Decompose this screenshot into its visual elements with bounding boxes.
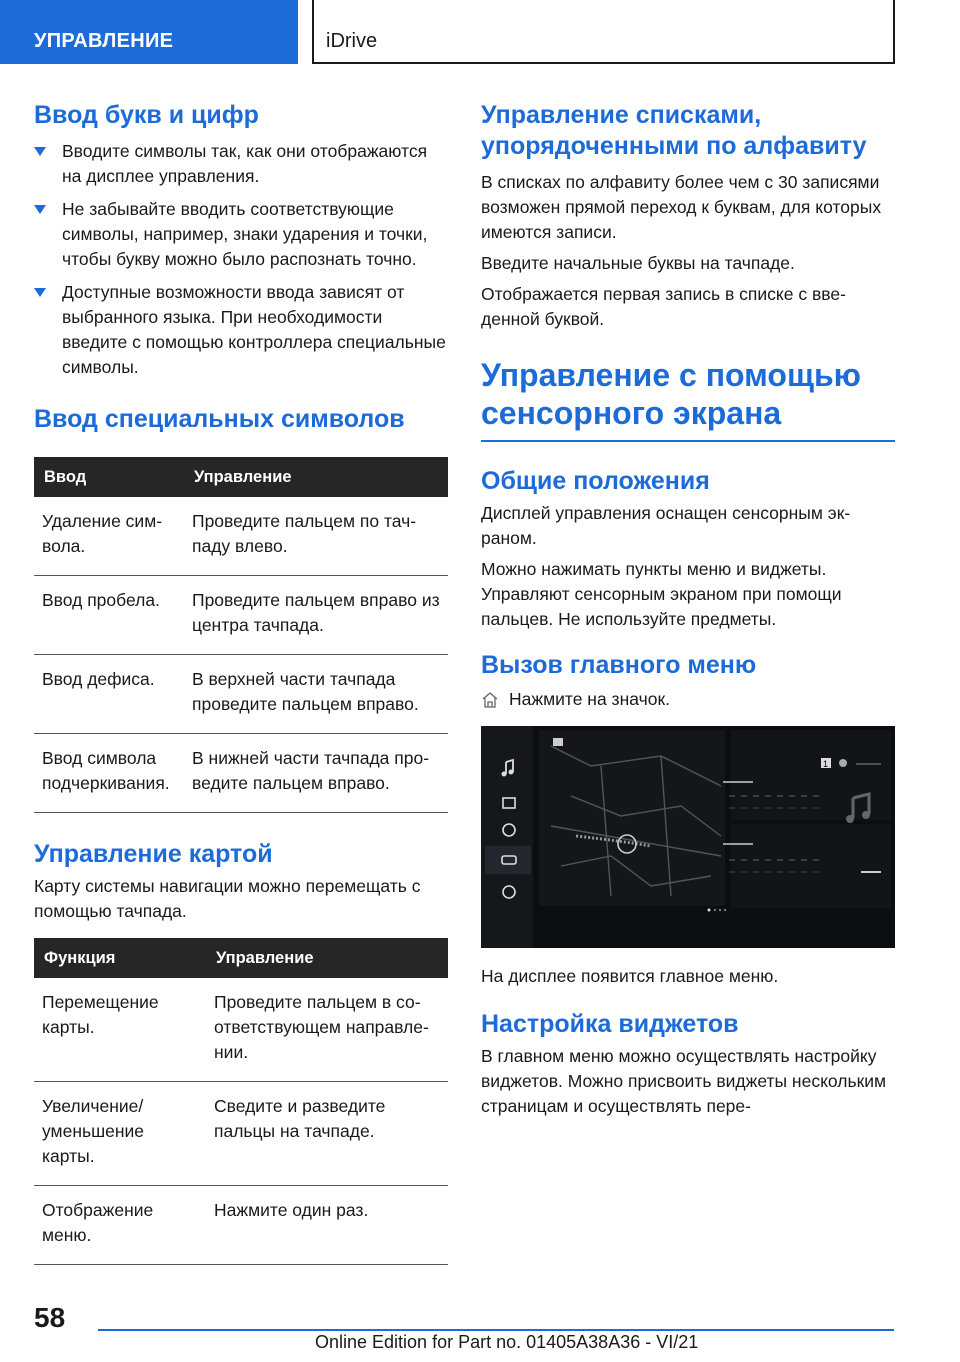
status-badge-number: 1 [823,759,829,769]
footer-divider [98,1329,894,1331]
home-instruction: Нажмите на значок. [481,687,895,712]
triangle-bullet-icon [34,147,46,156]
heading-general: Общие положения [481,467,710,495]
heading-special-chars: Ввод специальных символов [34,405,405,433]
table-header: Функция [34,938,206,978]
right-column [481,100,895,1119]
bullet-item: Доступные возможности ввода зависят от выбранного языка. При необходимости введите с помощью контроллера специальные символы. [34,280,448,380]
heading-main-menu: Вызов главного меню [481,651,757,679]
widgets-paragraph: В главном меню можно осуществлять настройку виджетов. Можно присвоить виджеты нескольким страницам и осуществлять пере- [481,1046,887,1116]
idrive-main-menu-screenshot [481,726,895,948]
table-row: Перемещение карты. Проведите пальцем в соответствующем направлении. [34,978,448,1082]
heading-alphabetic-lists: Управление списками, упорядоченными по алфавиту [481,101,867,160]
chapter-tab [312,0,895,64]
table-header: Управление [206,938,448,978]
table-row: Ввод дефиса. В верхней части тачпада проведите пальцем вправо. [34,655,448,734]
chapter-title: iDrive [326,30,378,52]
heading-map-control: Управление картой [34,840,273,868]
triangle-bullet-icon [34,288,46,297]
left-column [34,100,448,1265]
home-icon [481,691,499,709]
table-row: Удаление символа. Проведите пальцем по тачпаду влево. [34,497,448,576]
table-row: Ввод пробела. Проведите пальцем вправо из центра тачпада. [34,576,448,655]
vehicle-tab-selected [485,846,531,874]
table-row: Отображение меню. Нажмите один раз. [34,1186,448,1265]
bullet-item: Не забывайте вводить соответствующие символы, например, знаки ударения и точки, чтобы букву можно было распознать точно. [34,197,448,272]
screenshot-caption: На дисплее появится главное меню. [481,966,779,986]
footer-edition: Online Edition for Part no. 01405A38A36 - VI/21 [315,1332,699,1352]
bullet-item: Вводите символы так, как они отображаются на дисплее управления. [34,139,448,189]
table-row: Увеличение/ уменьшение карты. Сведите и разведите пальцы на тачпаде. [34,1082,448,1186]
lists-paragraph: Введите начальные буквы на тачпаде. [481,253,795,273]
profile-icon [839,759,847,767]
menu-sidebar [481,726,533,948]
table-header: Ввод [34,457,184,497]
section-title: УПРАВЛЕНИЕ [34,30,174,52]
heading-widgets: Настройка виджетов [481,1010,739,1038]
general-paragraph: Дисплей управления оснащен сенсорным экраном. [481,503,851,548]
table-row: Ввод символа подчеркивания. В нижней части тачпада проведите пальцем вправо. [34,734,448,813]
section-tab [0,0,298,64]
lists-paragraph: В списках по алфавиту более чем с 30 записями возможен прямой переход к буквам, для которых имеются записи. [481,172,882,242]
media-widget [731,730,891,820]
special-chars-table [34,457,448,813]
bullet-list [34,139,448,380]
map-control-table [34,938,448,1265]
page-number: 58 [34,1302,66,1333]
map-text: Карту системы навигации можно перемещать с помощью тачпада. [34,876,421,921]
heading-touchscreen: Управление с помощью сенсорного экрана [481,357,861,431]
table-header: Управление [184,457,448,497]
lists-paragraph: Отображается первая запись в списке с введенной буквой. [481,284,846,329]
map-header-icon [553,738,563,746]
section-divider [481,440,895,442]
triangle-bullet-icon [34,205,46,214]
heading-letters-digits: Ввод букв и цифр [34,101,259,129]
general-paragraph: Можно нажимать пункты меню и виджеты. Управляют сенсорным экраном при помощи пальцев. Не используйте предметы. [481,559,842,629]
vehicle-widget [731,824,891,908]
